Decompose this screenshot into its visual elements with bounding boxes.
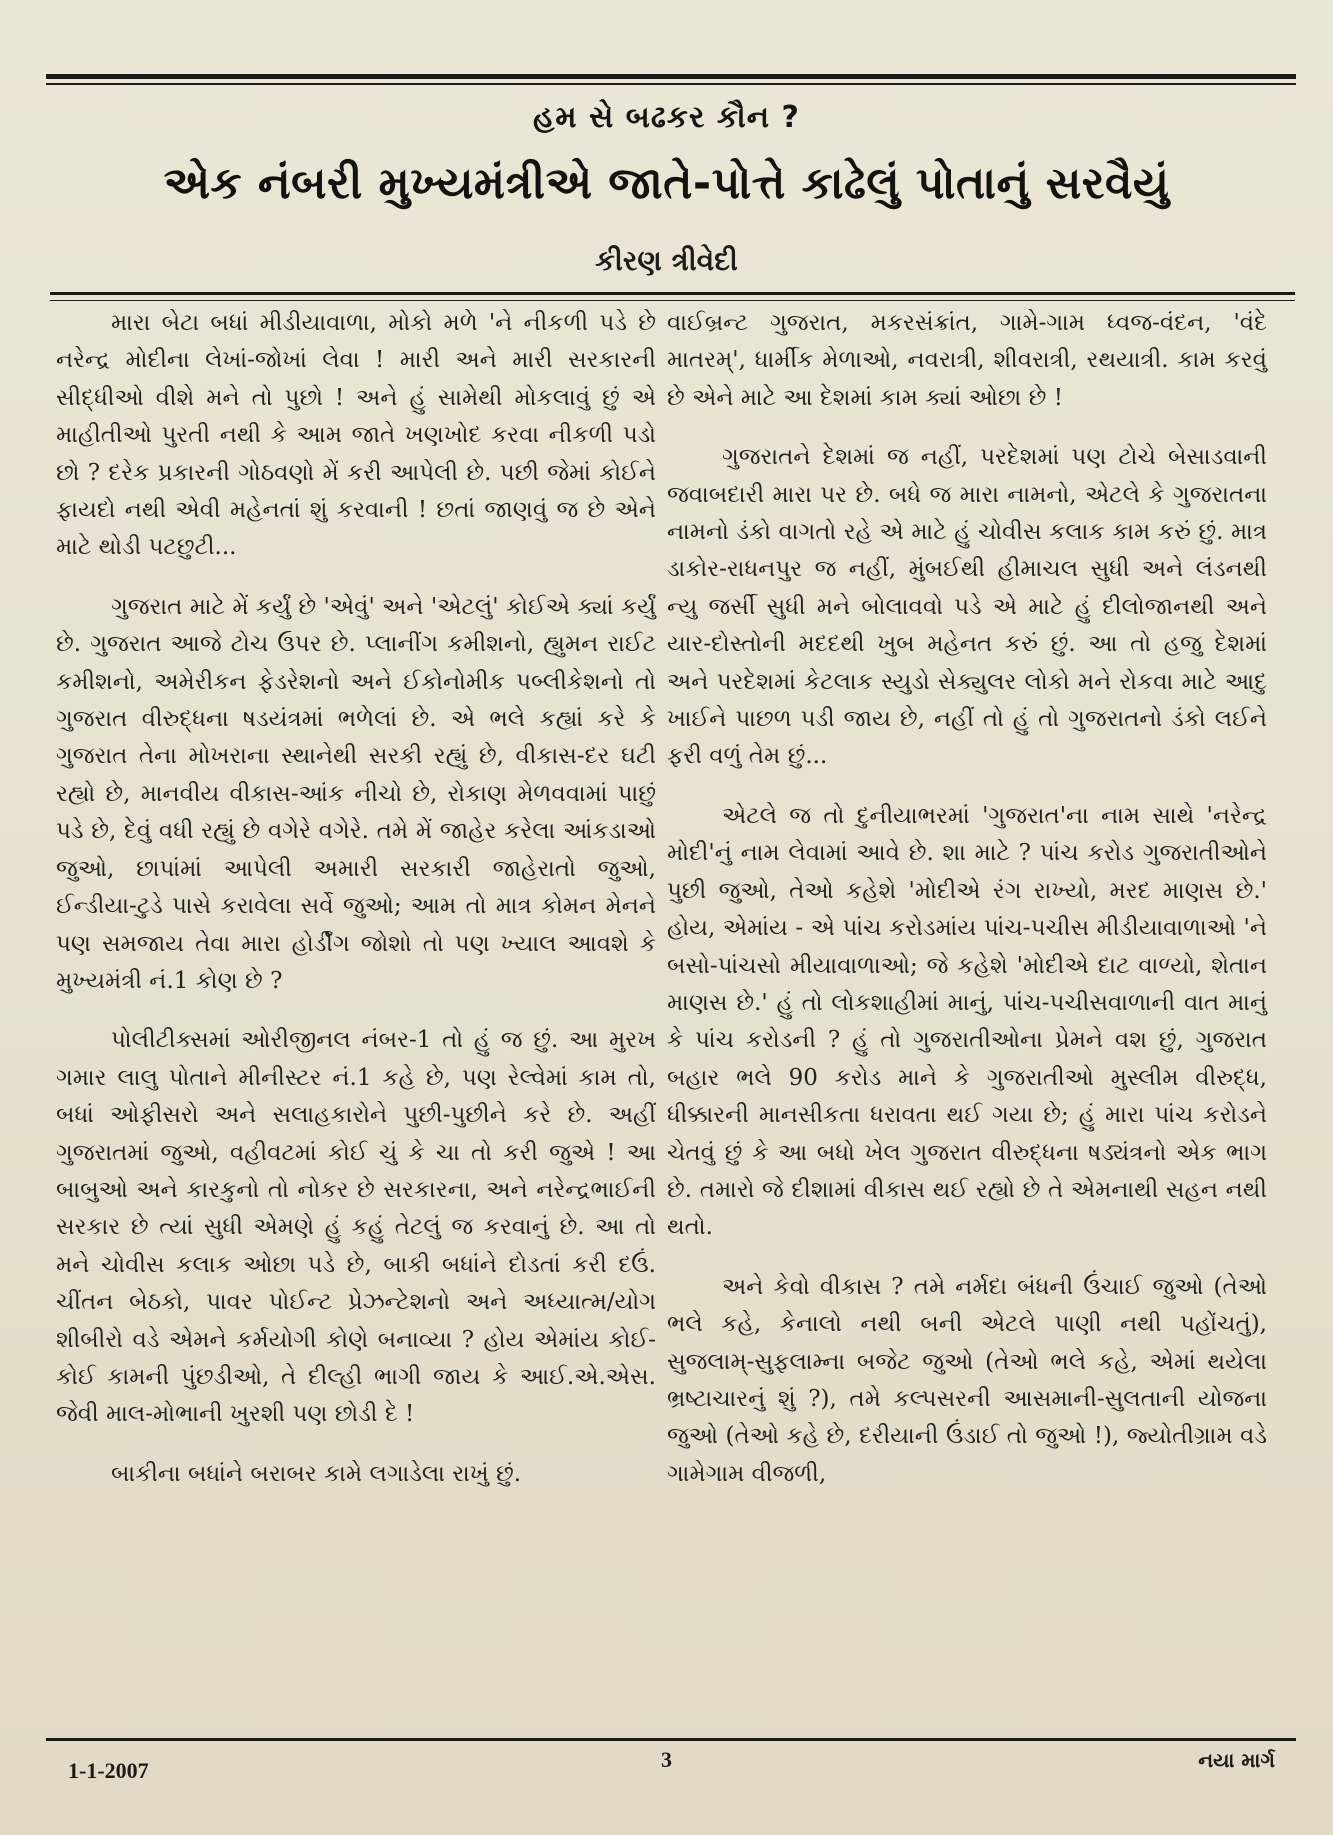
paragraph: ગુજરાતને દેશમાં જ નહીં, પરદેશમાં પણ ટોચે બેસાડવાની જવાબદારી મારા પર છે. બધે જ મારા નામનો, એટલે કે ગુજરાતના નામનો ડંકો વાગતો રહે એ માટે હું ચોવીસ કલાક કામ કરું છું. માત્ર ડાકોર-રાધનપુર જ નહીં, મુંબઈથી હીમાચલ સુધી અને લંડનથી ન્યુ જર્સી સુધી મને બોલાવવો પડે એ માટે હું દીલોજાનથી અને યાર-દોસ્તોની મદદથી ખુબ મહેનત કરું છું. આ તો હજુ દેશમાં અને પરદેશમાં કેટલાક સ્યુડો સેક્યુલર લોકો મને રોકવા માટે આદુ ખાઈને પાછળ પડી જાય છે, નહીં તો હું તો ગુજરાતનો ડંકો લઈને ફરી વળું તેમ છું... — [667, 444, 1267, 770]
article-kicker: હમ સે બઢકર કૌન ? — [533, 100, 800, 135]
paragraph: વાઈબ્રન્ટ ગુજરાત, મકરસંક્રાંત, ગામે-ગામ ધ્વજ-વંદન, 'વંદે માતરમ્', ધાર્મીક મેળાઓ, નવરાત્રી, શીવરાત્રી, રથયાત્રી. કામ કરવું છે એને માટે આ દેશમાં કામ ક્યાં ઓછા છે ! — [667, 310, 1267, 411]
issue-date: 1-1-2007 — [68, 1758, 149, 1783]
paragraph: અને કેવો વીકાસ ? તમે નર્મદા બંધની ઉંચાઈ જુઓ (તેઓ ભલે કહે, કેનાલો નથી બની એટલે પાણી નથી પહોંચતું), સુજલામ્-સુફલામ્ના બજેટ જુઓ (તેઓ ભલે કહે, એમાં થયેલા ભ્રષ્ટાચારનું શું ?), તમે કલ્પસરની આસમાની-સુલતાની યોજના જુઓ (તેઓ કહે છે, દરીયાની ઉંડાઈ તો જુઓ !), જ્યોતીગ્રામ વડે ગામેગામ વીજળી, — [667, 1273, 1267, 1487]
publication-name: નયા માર્ગ — [1198, 1748, 1275, 1772]
header-divider-thin — [50, 300, 1295, 301]
footer-rule — [46, 1738, 1296, 1741]
page-number: 3 — [661, 1747, 672, 1772]
top-rule-thin — [46, 83, 1296, 85]
paragraph: મારા બેટા બધાં મીડીયાવાળા, મોકો મળે 'ને નીકળી પડે છે નરેન્દ્ર મોદીના લેખાં-જોખાં લેવા ! મારી અને મારી સરકારની સીદ્ધીઓ વીશે મને તો પુછો ! અને હું સામેથી મોકલાવું છું એ માહીતીઓ પુરતી નથી કે આમ જાતે ખણખોદ કરવા નીકળી પડો છો ? દરેક પ્રકારની ગોઠવણો મેં કરી આપેલી છે. પછી જેમાં કોઈને ફાયદો નથી એવી મહેનતાં શું કરવાની ! છતાં જાણવું જ છે એને માટે થોડી પટછુટી... — [56, 310, 656, 561]
article-headline: એક નંબરી મુખ્યમંત્રીએ જાતે-પોત્તે કાઢેલું પોતાનું સરવૈયું — [163, 158, 1170, 209]
paragraph: પોલીટીક્સમાં ઓરીજીનલ નંબર-1 તો હું જ છું. આ મુરખ ગમાર લાલુ પોતાને મીનીસ્ટર નં.1 કહે છે, પણ રેલ્વેમાં કામ તો, બધાં ઓફીસરો અને સલાહકારોને પુછી-પુછીને કરે છે. અહીં ગુજરાતમાં જુઓ, વહીવટમાં કોઈ ચું કે ચા તો કરી જુએ ! આ બાબુઓ અને કારકુનો તો નોકર છે સરકારના, અને નરેન્દ્રભાઈની સરકાર છે ત્યાં સુધી એમણે હું કહું તેટલું જ કરવાનું છે. આ તો મને ચોવીસ કલાક ઓછા પડે છે, બાકી બધાંને દોડતાં કરી દઉં. ચીંતન બેઠકો, પાવર પોઈન્ટ પ્રેઝન્ટેશનો અને અધ્યાત્મ/યોગ શીબીરો વડે એમને કર્મયોગી કોણે બનાવ્યા ? હોય એમાંય કોઈ-કોઈ કામની પુંછડીઓ, તે દીલ્હી ભાગી જાય કે આઈ.એ.એસ. જેવી માલ-મોભાની ખુરશી પણ છોડી દે ! — [56, 1027, 656, 1428]
top-rule — [46, 74, 1296, 79]
right-column — [667, 305, 1267, 1515]
header-divider — [50, 292, 1295, 295]
left-column — [56, 305, 656, 1515]
paragraph: બાકીના બધાંને બરાબર કામે લગાડેલા રાખું છું. — [111, 1460, 522, 1487]
article-byline: કીરણ ત્રીવેદી — [595, 244, 738, 277]
paragraph: એટલે જ તો દુનીયાભરમાં 'ગુજરાત'ના નામ સાથે 'નરેન્દ્ર મોદી'નું નામ લેવામાં આવે છે. શા માટે ? પાંચ કરોડ ગુજરાતીઓને પુછી જુઓ, તેઓ કહેશે 'મોદીએ રંગ રાખ્યો, મરદ માણસ છે.' હોય, એમાંય - એ પાંચ કરોડમાંય પાંચ-પચીસ મીડીયાવાળાઓ 'ને બસો-પાંચસો મીયાવાળાઓ; જે કહેશે 'મોદીએ દાટ વાળ્યો, શેતાન માણસ છે.' હું તો લોકશાહીમાં માનું, પાંચ-પચીસવાળાની વાત માનું કે પાંચ કરોડની ? હું તો ગુજરાતીઓના પ્રેમને વશ છું, ગુજરાત બહાર ભલે 90 કરોડ માને કે ગુજરાતીઓ મુસ્લીમ વીરુદ્ધ, ધીક્કારની માનસીકતા ધરાવતા થઈ ગયા છે; હું મારા પાંચ કરોડને ચેતવું છું કે આ બધો ખેલ ગુજરાત વીરુદ્ધના ષડ્યંત્રનો એક ભાગ છે. તમારો જે દીશામાં વીકાસ થઈ રહ્યો છે તે એમનાથી સહન નથી થતો. — [667, 802, 1267, 1241]
paragraph: ગુજરાત માટે મેં કર્યું છે 'એવું' અને 'એટલું' કોઈએ ક્યાં કર્યું છે. ગુજરાત આજે ટોચ ઉપર છે. પ્લાનીંગ કમીશનો, હ્યુમન રાઈટ કમીશનો, અમેરીકન ફેડરેશનો અને ઈકોનોમીક પબ્લીકેશનો તો ગુજરાત વીરુદ્ધના ષડયંત્રમાં ભળેલાં છે. એ ભલે કહ્યાં કરે કે ગુજરાત તેના મોખરાના સ્થાનેથી સરકી રહ્યું છે, વીકાસ-દર ઘટી રહ્યો છે, માનવીય વીકાસ-આંક નીચો છે, રોકાણ મેળવવામાં પાછું પડે છે, દેવું વધી રહ્યું છે વગેરે વગેરે. તમે મેં જાહેર કરેલા આંકડાઓ જુઓ, છાપાંમાં આપેલી અમારી સરકારી જાહેરાતો જુઓ, ઈન્ડીયા-ટુડે પાસે કરાવેલા સર્વે જુઓ; આમ તો માત્ર કોમન મેનને પણ સમજાય તેવા મારા હોર્ડીંગ જોશો તો પણ ખ્યાલ આવશે કે મુખ્યમંત્રી નં.1 કોણ છે ? — [56, 593, 656, 994]
